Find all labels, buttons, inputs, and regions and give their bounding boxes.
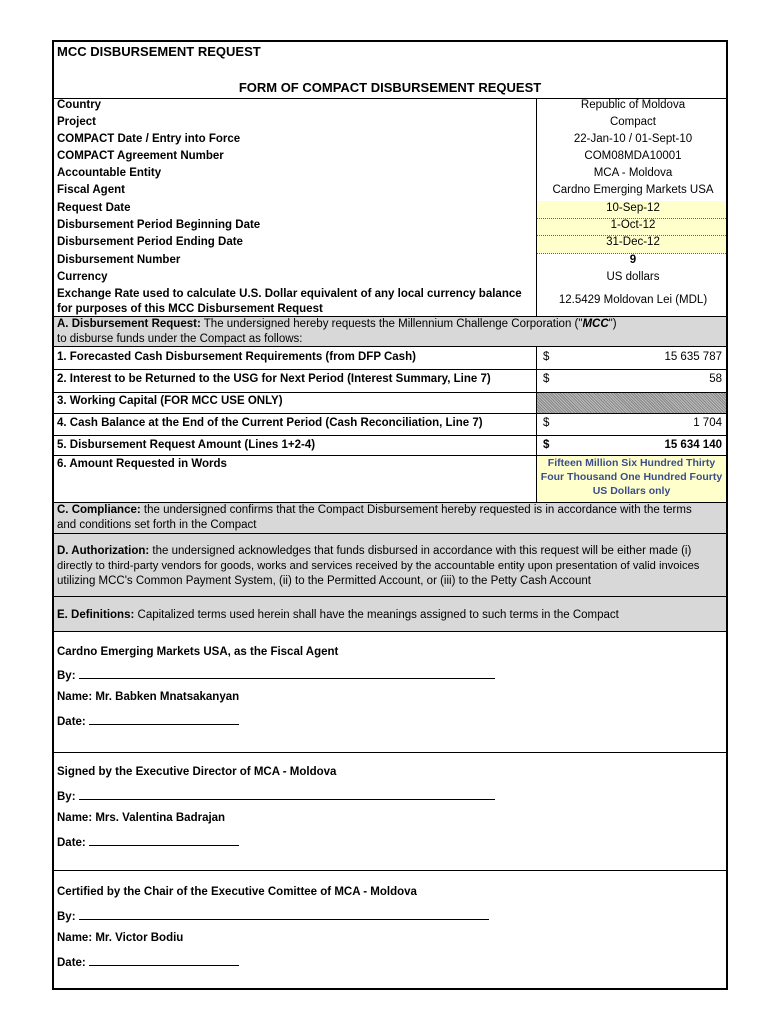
amount-value-cash-balance: 1 704 <box>693 417 722 429</box>
signature-2-by-label: By: <box>57 791 76 803</box>
section-d-line3: utilizing MCC's Common Payment System, (ii) to the Permitted Account, or (iii) to the Petty Cash Account <box>57 575 591 587</box>
info-value-disbursement-number: 9 <box>629 254 637 266</box>
signature-3-by-row <box>57 909 489 923</box>
words-line1: Fifteen Million Six Hundred Thirty <box>547 457 716 469</box>
info-value-request-date: 10-Sep-12 <box>606 202 660 214</box>
signature-3-name: Name: Mr. Victor Bodiu <box>57 932 184 944</box>
section-c-heading: C. Compliance: <box>57 504 141 516</box>
info-label-agreement-number: COMPACT Agreement Number <box>57 150 224 162</box>
info-value-agreement-number: COM08MDA10001 <box>584 150 682 162</box>
signature-2-title: Signed by the Executive Director of MCA - Moldova <box>57 766 337 778</box>
section-a-text: The undersigned hereby requests the Millennium Challenge Corporation (" <box>200 318 583 330</box>
amount-label-request-total: 5. Disbursement Request Amount (Lines 1+2-4) <box>57 439 316 451</box>
signature-3-date-label: Date: <box>57 957 86 969</box>
words-value-box <box>537 456 726 502</box>
section-a-mcc: MCC <box>582 318 609 330</box>
form-title: MCC DISBURSEMENT REQUEST <box>57 44 261 59</box>
section-e-line1 <box>57 609 619 621</box>
info-value-currency: US dollars <box>606 271 660 283</box>
signature-3-date-row <box>57 955 239 969</box>
amount-label-cash-balance: 4. Cash Balance at the End of the Current Period (Cash Reconciliation, Line 7) <box>57 417 483 429</box>
info-label-project: Project <box>57 116 96 128</box>
info-label-request-date: Request Date <box>57 202 131 214</box>
signature-1-title: Cardno Emerging Markets USA, as the Fiscal Agent <box>57 646 339 658</box>
signature-1-by-line[interactable] <box>79 668 495 679</box>
signature-1-by-row <box>57 668 495 682</box>
amount-currency-forecasted: $ <box>543 351 550 363</box>
info-value-period-begin: 1-Oct-12 <box>610 219 656 231</box>
info-label-country: Country <box>57 99 102 111</box>
section-d-line1 <box>57 545 691 557</box>
section-a-line1 <box>57 318 617 330</box>
info-label-fiscal-agent: Fiscal Agent <box>57 184 125 196</box>
info-label-currency: Currency <box>57 271 108 283</box>
info-label-disbursement-number: Disbursement Number <box>57 254 181 266</box>
signature-1-by-label: By: <box>57 670 76 682</box>
section-a-heading: A. Disbursement Request: <box>57 318 201 330</box>
signature-1-name: Name: Mr. Babken Mnatsakanyan <box>57 691 240 703</box>
signature-1-date-line[interactable] <box>89 714 239 725</box>
signature-3-by-label: By: <box>57 911 76 923</box>
info-label-accountable-entity: Accountable Entity <box>57 167 162 179</box>
signature-2-by-row <box>57 789 495 803</box>
section-d-text: the undersigned acknowledges that funds disbursed in accordance with this request will be either made (i) <box>149 545 692 557</box>
info-value-period-end: 31-Dec-12 <box>606 236 660 248</box>
section-e-heading: E. Definitions: <box>57 609 135 621</box>
section-a-line2: to disburse funds under the Compact as follows: <box>57 333 303 345</box>
info-value-project: Compact <box>609 116 657 128</box>
info-label-compact-date: COMPACT Date / Entry into Force <box>57 133 241 145</box>
amount-label-interest: 2. Interest to be Returned to the USG for Next Period (Interest Summary, Line 7) <box>57 373 491 385</box>
form-subtitle: FORM OF COMPACT DISBURSEMENT REQUEST <box>238 80 542 95</box>
info-value-compact-date: 22-Jan-10 / 01-Sept-10 <box>573 133 693 145</box>
amount-value-request-total: 15 634 140 <box>664 439 722 451</box>
signature-2-name: Name: Mrs. Valentina Badrajan <box>57 812 226 824</box>
signature-1-date-label: Date: <box>57 716 86 728</box>
amount-label-working-capital: 3. Working Capital (FOR MCC USE ONLY) <box>57 395 283 407</box>
signature-2-date-row <box>57 835 239 849</box>
section-e-text: Capitalized terms used herein shall have the meanings assigned to such terms in the Compact <box>134 609 619 621</box>
amount-label-forecasted: 1. Forecasted Cash Disbursement Requirements (from DFP Cash) <box>57 351 416 363</box>
section-c-text: the undersigned confirms that the Compact Disbursement hereby requested is in accordance with the terms <box>140 504 692 516</box>
words-line3: US Dollars only <box>592 485 671 497</box>
info-label-period-end: Disbursement Period Ending Date <box>57 236 243 248</box>
working-capital-mcc-only-cell <box>537 393 726 413</box>
amount-value-interest: 58 <box>709 373 722 385</box>
section-c-line2: and conditions set forth in the Compact <box>57 519 257 531</box>
section-a-text-end: ") <box>608 318 617 330</box>
signature-3-date-line[interactable] <box>89 955 239 966</box>
signature-3-by-line[interactable] <box>79 909 489 920</box>
exchange-value: 12.5429 Moldovan Lei (MDL) <box>558 294 708 306</box>
section-c-line1 <box>57 504 692 516</box>
section-d-heading: D. Authorization: <box>57 545 150 557</box>
amount-value-forecasted: 15 635 787 <box>664 351 722 363</box>
amount-currency-interest: $ <box>543 373 550 385</box>
signature-2-by-line[interactable] <box>79 789 495 800</box>
exchange-label-line1: Exchange Rate used to calculate U.S. Dollar equivalent of any local currency balance <box>57 288 522 300</box>
info-value-fiscal-agent: Cardno Emerging Markets USA <box>552 184 714 196</box>
section-d-line2: directly to third-party vendors for goods, works and services received by the accountable entity upon presentation of valid invoices <box>57 560 700 572</box>
info-value-country: Republic of Moldova <box>580 99 686 111</box>
words-label: 6. Amount Requested in Words <box>57 458 227 470</box>
signature-3-title: Certified by the Chair of the Executive Comittee of MCA - Moldova <box>57 886 417 898</box>
exchange-label-line2: for purposes of this MCC Disbursement Request <box>57 303 323 315</box>
signature-2-date-label: Date: <box>57 837 86 849</box>
info-value-accountable-entity: MCA - Moldova <box>593 167 673 179</box>
info-label-period-begin: Disbursement Period Beginning Date <box>57 219 261 231</box>
disbursement-request-form <box>52 40 728 990</box>
amount-currency-cash-balance: $ <box>543 417 550 429</box>
signature-1-date-row <box>57 714 239 728</box>
amount-currency-request-total: $ <box>543 439 550 451</box>
words-line2: Four Thousand One Hundred Fourty <box>540 471 723 483</box>
signature-2-date-line[interactable] <box>89 835 239 846</box>
